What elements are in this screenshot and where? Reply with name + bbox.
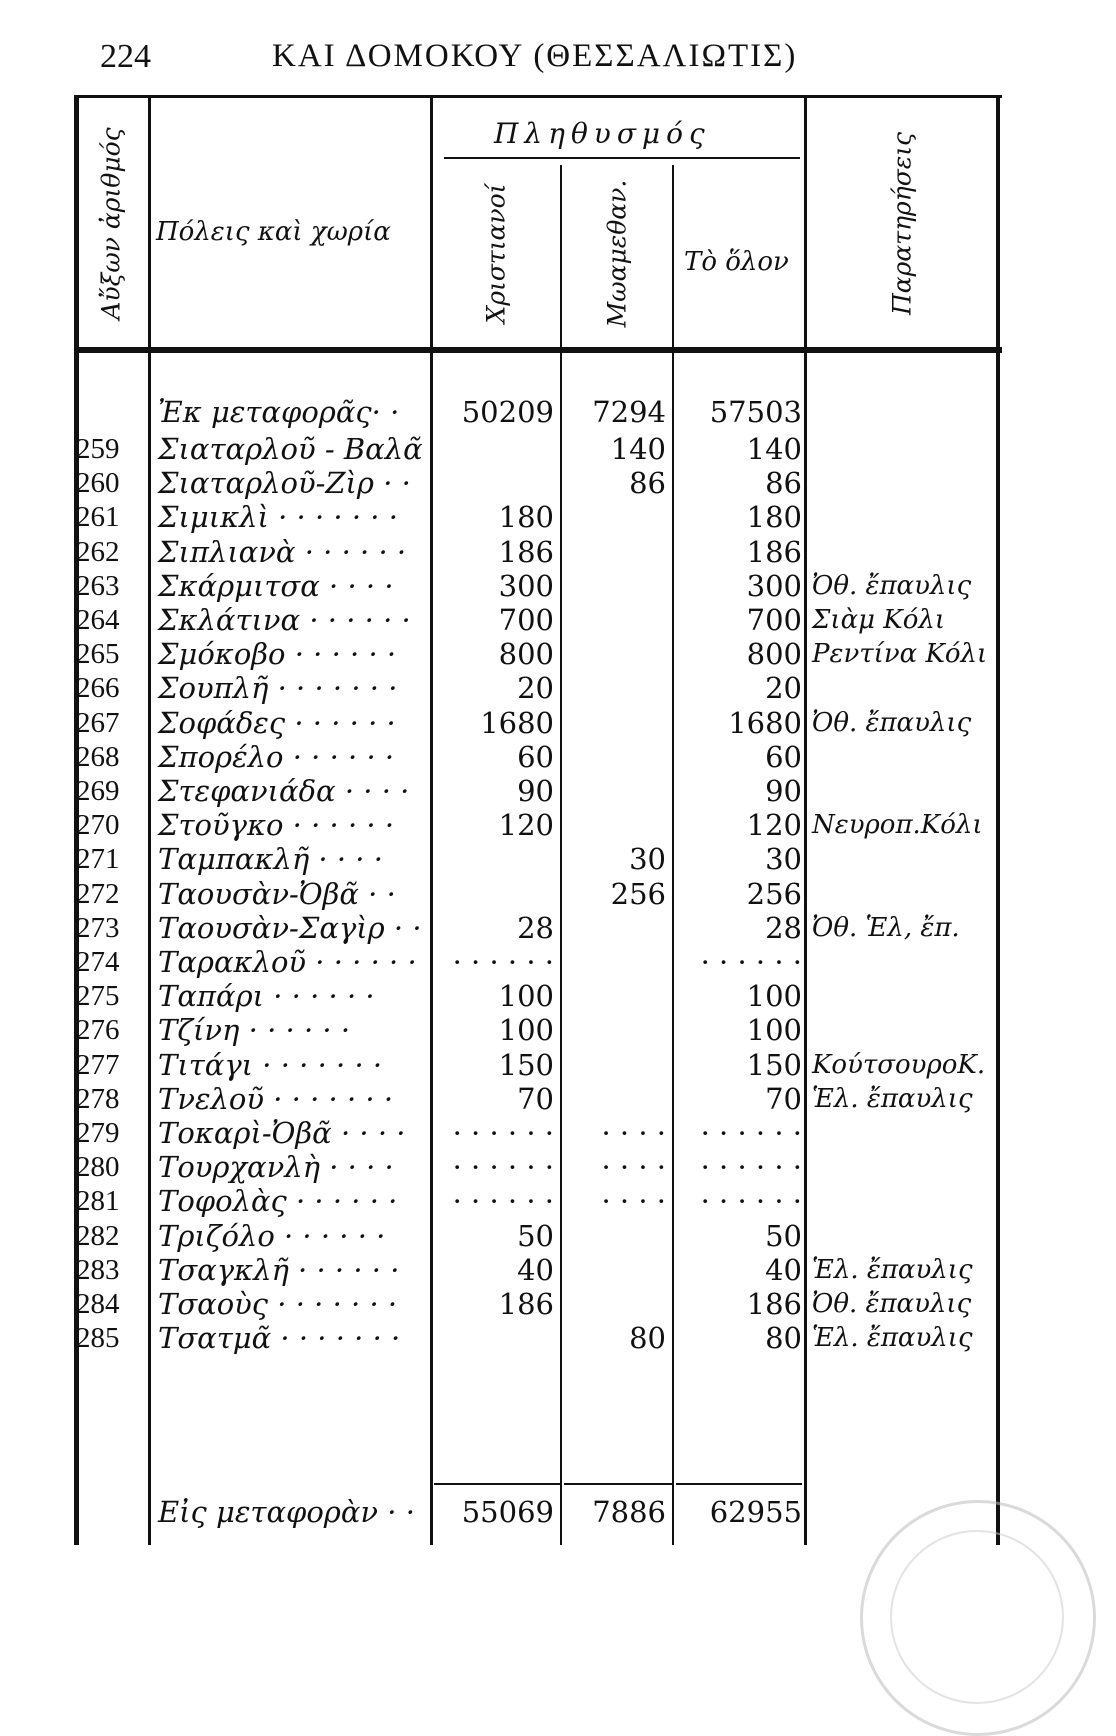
table-row xyxy=(74,1219,1002,1253)
row-muslims: · · · · xyxy=(601,1184,666,1219)
table-row xyxy=(74,1150,1002,1184)
row-total: 300 xyxy=(746,568,802,603)
row-place-name: Τριζόλο · · · · · · xyxy=(158,1218,386,1253)
row-christians: 50 xyxy=(517,1218,554,1253)
row-index: 277 xyxy=(76,1048,120,1081)
table-row xyxy=(74,740,1002,774)
row-place-name: Σκλάτινα · · · · · · xyxy=(158,603,411,637)
table-row xyxy=(74,979,1002,1013)
header-remarks xyxy=(808,105,996,345)
table-row xyxy=(74,774,1002,808)
row-total: 186 xyxy=(746,1287,802,1321)
row-total: 30 xyxy=(765,842,802,877)
row-index: 281 xyxy=(76,1185,120,1218)
row-total: 256 xyxy=(746,876,802,911)
row-index: 280 xyxy=(76,1151,120,1184)
row-place-name: Τοφολὰς · · · · · · xyxy=(158,1184,398,1219)
row-index: 268 xyxy=(76,740,120,773)
header-muslims xyxy=(562,165,672,345)
sum-rule-mus xyxy=(564,1483,672,1485)
sum-rule-chr xyxy=(434,1483,560,1485)
row-remarks: Ἑλ. ἔπαυλις xyxy=(812,1254,973,1285)
row-remarks: Ὀθ. Ἑλ, ἔπ. xyxy=(812,912,960,943)
table-row xyxy=(74,569,1002,603)
row-remarks: Ἑλ. ἔπαυλις xyxy=(812,1083,973,1114)
carried-in-christians: 50209 xyxy=(461,395,554,429)
row-muslims: · · · · xyxy=(601,1116,666,1150)
table-row xyxy=(74,911,1002,945)
row-christians: 186 xyxy=(498,1287,554,1321)
row-total: 86 xyxy=(765,466,802,501)
row-total: 1680 xyxy=(728,705,802,740)
table-row xyxy=(74,1013,1002,1047)
row-place-name: Στεφανιάδα · · · · xyxy=(158,774,410,808)
row-index: 259 xyxy=(76,433,120,465)
population-table xyxy=(74,95,1002,1545)
row-place-name: Τζίνη · · · · · · xyxy=(158,1013,351,1048)
row-total: 20 xyxy=(765,671,802,706)
row-index: 261 xyxy=(76,501,120,534)
header-population: Πληθυσμός xyxy=(494,117,711,150)
row-total: 50 xyxy=(765,1218,802,1253)
row-christians: 120 xyxy=(498,808,554,843)
row-muslims: 80 xyxy=(629,1321,666,1356)
row-index: 263 xyxy=(76,569,120,602)
header-christians xyxy=(432,165,560,345)
row-total: 800 xyxy=(746,637,802,672)
row-place-name: Τνελοῦ · · · · · · · xyxy=(158,1081,394,1116)
row-total: 120 xyxy=(746,808,802,843)
row-muslims: 140 xyxy=(610,432,666,466)
row-total: 80 xyxy=(765,1321,802,1356)
row-index: 271 xyxy=(76,843,120,876)
row-total: 100 xyxy=(746,1013,802,1048)
row-remarks: Ἑλ. ἔπαυλις xyxy=(812,1323,973,1354)
row-muslims: 256 xyxy=(610,876,666,911)
table-row xyxy=(74,706,1002,740)
row-total: 60 xyxy=(765,739,802,774)
page-header xyxy=(0,38,1116,88)
row-place-name: Τσαοὺς · · · · · · · xyxy=(158,1287,398,1321)
row-place-name: Σουπλῆ · · · · · · · xyxy=(158,671,398,706)
library-stamp-inner xyxy=(890,1530,1064,1704)
row-total: 150 xyxy=(746,1047,802,1082)
row-index: 272 xyxy=(76,877,120,910)
row-remarks: Ὀθ. ἔπαυλις xyxy=(812,570,972,601)
carried-out-muslims: 7886 xyxy=(592,1495,666,1529)
carried-in-label: Ἐκ μεταφορᾶς· · xyxy=(158,395,400,429)
row-index: 266 xyxy=(76,672,120,705)
table-row xyxy=(74,842,1002,876)
row-place-name: Ταρακλοῦ · · · · · · xyxy=(158,945,417,979)
row-total: 180 xyxy=(746,500,802,535)
table-row xyxy=(74,432,1002,466)
row-christians: · · · · · · xyxy=(452,1150,554,1185)
row-total: 140 xyxy=(746,432,802,466)
row-christians: 100 xyxy=(498,979,554,1014)
row-place-name: Στοῦγκο · · · · · · xyxy=(158,808,395,843)
row-total: · · · · · · xyxy=(700,945,802,979)
row-total: · · · · · · xyxy=(700,1184,802,1219)
row-place-name: Σκάρμιτσα · · · · xyxy=(158,568,394,603)
table-row xyxy=(74,637,1002,671)
row-index: 264 xyxy=(76,604,120,636)
header-rule xyxy=(74,347,1002,353)
row-index: 282 xyxy=(76,1219,120,1252)
carried-out-total: 62955 xyxy=(709,1495,802,1529)
header-index-text: Αὔξων ἀριθμός xyxy=(96,127,126,320)
row-muslims: · · · · xyxy=(601,1150,666,1185)
row-place-name: Σιπλιανὰ · · · · · · xyxy=(158,534,407,569)
table-row xyxy=(74,1287,1002,1321)
row-christians: 40 xyxy=(517,1252,554,1287)
row-christians: 800 xyxy=(498,637,554,672)
row-christians: 100 xyxy=(498,1013,554,1048)
header-place: Πόλεις καὶ χωρία xyxy=(156,217,391,247)
row-index: 265 xyxy=(76,638,120,671)
row-place-name: Σπορέλο · · · · · · xyxy=(158,739,395,774)
top-rule xyxy=(74,95,1002,98)
row-index: 276 xyxy=(76,1014,120,1047)
carried-in-row xyxy=(74,395,1002,429)
row-place-name: Ταπάρι · · · · · · xyxy=(158,979,375,1014)
row-place-name: Τοκαρὶ-Ὀβᾶ · · · · xyxy=(158,1116,406,1150)
row-place-name: Σιμικλὶ · · · · · · · xyxy=(158,500,398,535)
row-place-name: Σιαταρλοῦ-Ζὶρ · · xyxy=(158,466,411,501)
row-christians: 186 xyxy=(498,534,554,569)
header-muslims-text: Μωαμεθαν. xyxy=(602,179,632,328)
row-place-name: Ταουσὰν-Ὀβᾶ · · xyxy=(158,876,396,911)
page-number: 224 xyxy=(100,38,151,75)
row-total: · · · · · · xyxy=(700,1150,802,1185)
row-christians: · · · · · · xyxy=(452,1184,554,1219)
row-total: 40 xyxy=(765,1252,802,1287)
header-remarks-text: Παρατηρήσεις xyxy=(887,131,917,316)
row-place-name: Σμόκοβο · · · · · · xyxy=(158,637,397,672)
carried-in-muslims: 7294 xyxy=(592,395,666,429)
table-row xyxy=(74,1082,1002,1116)
row-index: 275 xyxy=(76,980,120,1013)
table-row xyxy=(74,603,1002,637)
row-remarks: Ὀθ. ἔπαυλις xyxy=(812,707,972,738)
carried-in-total: 57503 xyxy=(709,395,802,429)
row-total: 186 xyxy=(746,534,802,569)
carried-out-row xyxy=(74,1495,1002,1529)
table-row xyxy=(74,535,1002,569)
running-title: ΚΑΙ ΔΟΜΟΚΟΥ (ΘΕΣΣΑΛΙΩΤΙΣ) xyxy=(272,38,798,74)
row-place-name: Ταμπακλῆ · · · · xyxy=(158,842,383,877)
table-row xyxy=(74,1048,1002,1082)
row-muslims: 30 xyxy=(629,842,666,877)
row-christians: 90 xyxy=(517,774,554,808)
header-index xyxy=(74,105,148,345)
row-index: 270 xyxy=(76,809,120,842)
row-christians: · · · · · · xyxy=(452,1116,554,1150)
row-index: 278 xyxy=(76,1082,120,1115)
row-christians: 700 xyxy=(498,603,554,637)
table-row xyxy=(74,500,1002,534)
row-total: 100 xyxy=(746,979,802,1014)
row-index: 274 xyxy=(76,946,120,978)
table-row xyxy=(74,1184,1002,1218)
row-remarks: Ὀθ. ἔπαυλις xyxy=(812,1289,972,1319)
row-index: 283 xyxy=(76,1253,120,1286)
row-christians: 20 xyxy=(517,671,554,706)
row-index: 273 xyxy=(76,911,120,944)
row-christians: · · · · · · xyxy=(452,945,554,979)
row-place-name: Σιαταρλοῦ - Βαλᾶ xyxy=(158,432,423,466)
table-row xyxy=(74,1116,1002,1150)
row-index: 262 xyxy=(76,535,120,568)
table-row xyxy=(74,877,1002,911)
row-index: 260 xyxy=(76,467,120,500)
carried-out-label: Εἰς μεταφορὰν · · xyxy=(158,1495,415,1529)
row-total: 28 xyxy=(765,910,802,945)
row-place-name: Ταουσὰν-Σαγὶρ · · xyxy=(158,910,422,945)
row-index: 285 xyxy=(76,1322,120,1355)
population-rule xyxy=(444,157,800,159)
row-remarks: Ρεντίνα Κόλι xyxy=(812,639,988,670)
row-index: 284 xyxy=(76,1288,120,1320)
row-remarks: Νευροπ.Κόλι xyxy=(812,810,983,841)
row-christians: 180 xyxy=(498,500,554,535)
row-remarks: ΚούτσουροΚ. xyxy=(812,1049,986,1080)
row-christians: 300 xyxy=(498,568,554,603)
table-row xyxy=(74,945,1002,979)
row-christians: 150 xyxy=(498,1047,554,1082)
header-christians-text: Χριστιανοί xyxy=(481,183,511,324)
table-row xyxy=(74,466,1002,500)
sum-rule-tot xyxy=(676,1483,802,1485)
row-christians: 60 xyxy=(517,739,554,774)
row-place-name: Τσαγκλῆ · · · · · · xyxy=(158,1252,400,1287)
carried-out-christians: 55069 xyxy=(461,1495,554,1529)
row-index: 267 xyxy=(76,706,120,739)
row-christians: 28 xyxy=(517,910,554,945)
row-total: · · · · · · xyxy=(700,1116,802,1150)
row-muslims: 86 xyxy=(629,466,666,501)
row-christians: 70 xyxy=(517,1081,554,1116)
row-place-name: Τιτάγι · · · · · · · xyxy=(158,1047,383,1082)
row-total: 700 xyxy=(746,603,802,637)
row-place-name: Τουρχανλὴ · · · · xyxy=(158,1150,394,1185)
row-index: 269 xyxy=(76,775,120,807)
row-place-name: Σοφάδες · · · · · · xyxy=(158,705,396,740)
table-row xyxy=(74,671,1002,705)
row-place-name: Τσατμᾶ · · · · · · · xyxy=(158,1321,401,1356)
row-remarks: Σιὰμ Κόλι xyxy=(812,605,946,635)
table-row xyxy=(74,1321,1002,1355)
row-total: 90 xyxy=(765,774,802,808)
row-christians: 1680 xyxy=(480,705,554,740)
table-row xyxy=(74,1253,1002,1287)
row-index: 279 xyxy=(76,1117,120,1149)
row-total: 70 xyxy=(765,1081,802,1116)
header-total: Τὸ ὅλον xyxy=(684,247,789,277)
table-row xyxy=(74,808,1002,842)
